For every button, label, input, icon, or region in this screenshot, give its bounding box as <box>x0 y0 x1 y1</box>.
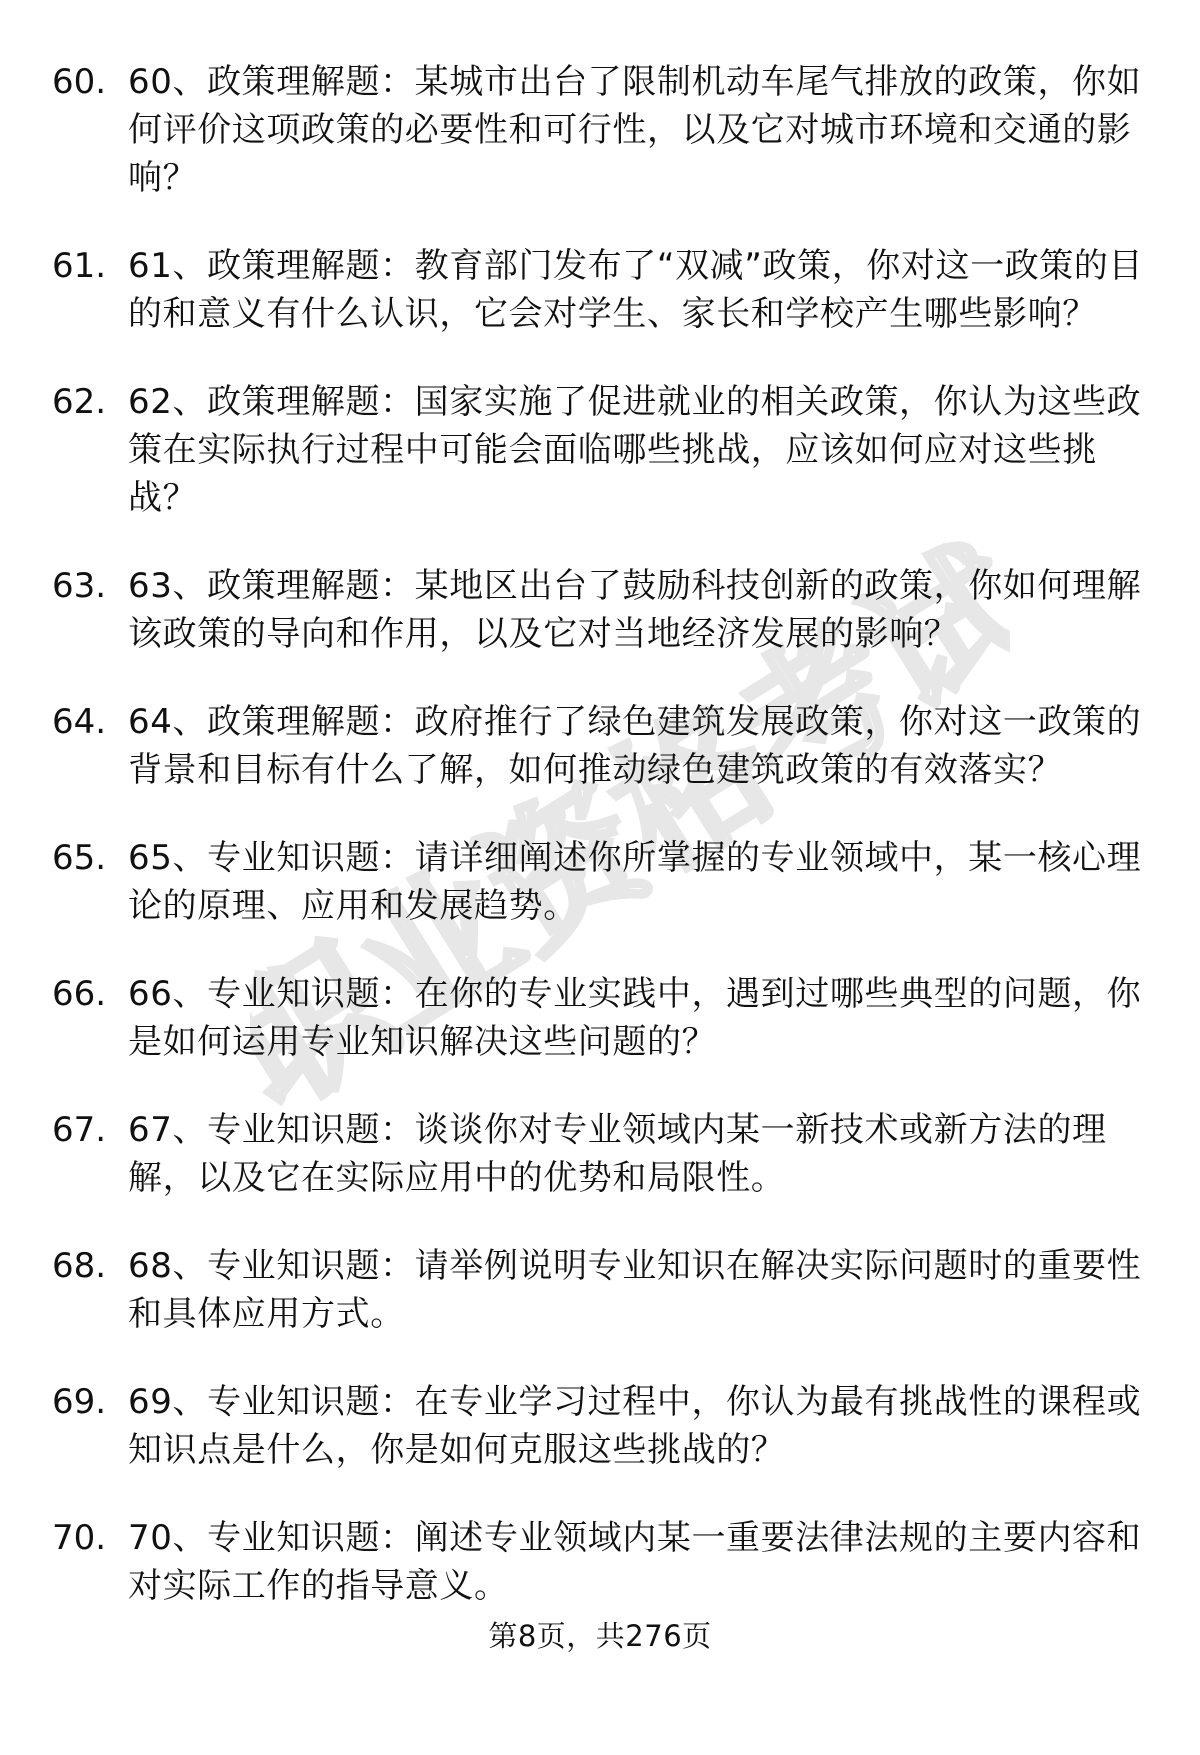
list-item <box>52 1514 1150 1610</box>
question-list <box>52 58 1150 1650</box>
list-item <box>52 242 1150 338</box>
list-item <box>52 698 1150 794</box>
list-item <box>52 1242 1150 1338</box>
item-number: 69. <box>52 1382 107 1422</box>
watermark-text: 职业资格考试 <box>250 520 1010 1140</box>
list-item <box>52 58 1150 202</box>
item-text: 61、政策理解题：教育部门发布了“双减”政策，你对这一政策的目的和意义有什么认识，它会对学生、家长和学校产生哪些影响？ <box>128 246 1144 334</box>
item-number: 67. <box>52 1110 107 1150</box>
item-text: 63、政策理解题：某地区出台了鼓励科技创新的政策，你如何理解该政策的导向和作用，以及它对当地经济发展的影响？ <box>128 566 1142 654</box>
item-text: 64、政策理解题：政府推行了绿色建筑发展政策，你对这一政策的背景和目标有什么了解，如何推动绿色建筑政策的有效落实？ <box>128 702 1142 790</box>
item-text: 62、政策理解题：国家实施了促进就业的相关政策，你认为这些政策在实际执行过程中可能会面临哪些挑战，应该如何应对这些挑战？ <box>128 382 1142 518</box>
list-item <box>52 1378 1150 1474</box>
item-text: 65、专业知识题：请详细阐述你所掌握的专业领域中，某一核心理论的原理、应用和发展趋势。 <box>128 838 1142 926</box>
item-number: 66. <box>52 974 107 1014</box>
item-text: 67、专业知识题：谈谈你对专业领域内某一新技术或新方法的理解，以及它在实际应用中的优势和局限性。 <box>128 1110 1107 1198</box>
item-number: 63. <box>52 566 107 606</box>
item-text: 66、专业知识题：在你的专业实践中，遇到过哪些典型的问题，你是如何运用专业知识解决这些问题的？ <box>128 974 1142 1062</box>
list-item <box>52 1106 1150 1202</box>
item-number: 64. <box>52 702 107 742</box>
page-number: 第8页，共276页 <box>488 1619 712 1653</box>
item-number: 70. <box>52 1518 107 1558</box>
item-number: 62. <box>52 382 107 422</box>
item-number: 61. <box>52 246 107 286</box>
item-number: 65. <box>52 838 107 878</box>
item-text: 60、政策理解题：某城市出台了限制机动车尾气排放的政策，你如何评价这项政策的必要性和可行性，以及它对城市环境和交通的影响？ <box>128 62 1142 198</box>
list-item <box>52 378 1150 522</box>
list-item <box>52 834 1150 930</box>
item-number: 60. <box>52 62 107 102</box>
list-item <box>52 562 1150 658</box>
item-text: 70、专业知识题：阐述专业领域内某一重要法律法规的主要内容和对实际工作的指导意义。 <box>128 1518 1142 1606</box>
item-text: 68、专业知识题：请举例说明专业知识在解决实际问题时的重要性和具体应用方式。 <box>128 1246 1142 1334</box>
item-number: 68. <box>52 1246 107 1286</box>
page-footer <box>0 1616 1200 1656</box>
list-item <box>52 970 1150 1066</box>
item-text: 69、专业知识题：在专业学习过程中，你认为最有挑战性的课程或知识点是什么，你是如何克服这些挑战的？ <box>128 1382 1142 1470</box>
